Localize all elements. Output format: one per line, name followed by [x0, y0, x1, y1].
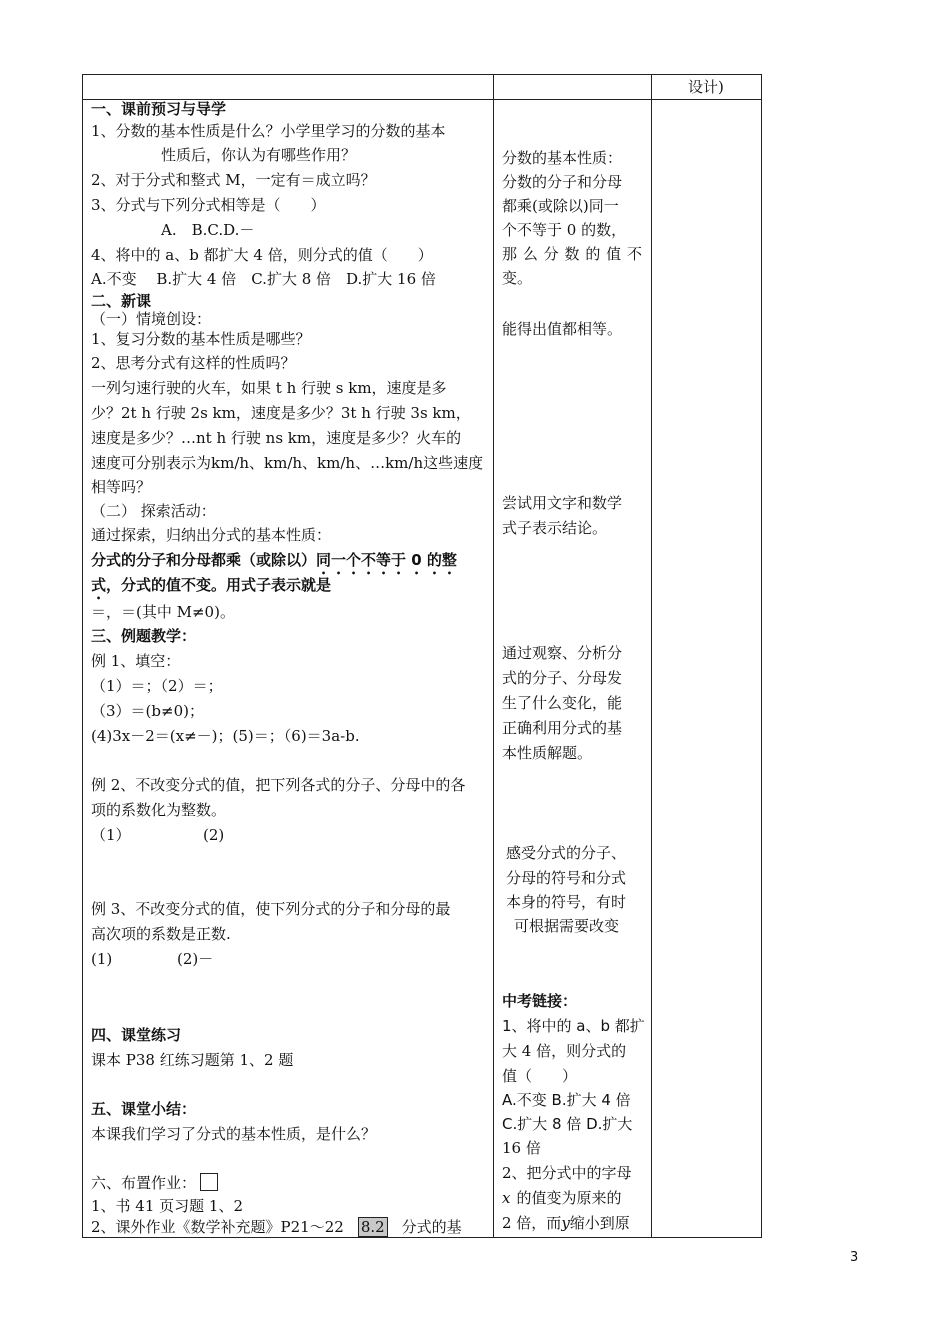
homework-line [91, 1217, 462, 1237]
note-line: A.不变 B.扩大 4 倍 [502, 1091, 631, 1109]
text-line: （二） 探索活动： [91, 502, 216, 520]
note-line: 都乘(或除以)同一 [502, 197, 619, 215]
text-line: 4、将中的 a、b 都扩大 4 倍，则分式的值（ ） [91, 246, 433, 264]
text-line: 例 1、填空： [91, 652, 181, 670]
note-line: 式的分子、分母发 [502, 669, 623, 687]
section-title-summary: 五、课堂小结： [91, 1100, 197, 1118]
homework-text: 2、课外作业《数学补充题》P21～22 [91, 1218, 344, 1236]
homework-text: 分式的基 [401, 1218, 462, 1236]
note-line: 个不等于 0 的数， [502, 221, 627, 239]
text-line: 相等吗？ [91, 478, 152, 496]
note-line: C.扩大 8 倍 D.扩大 [502, 1115, 633, 1133]
section-title-practice: 四、课堂练习 [91, 1026, 182, 1044]
text-line: 速度可分别表示为km/h、km/h、km/h、…km/h这些速度 [91, 454, 484, 472]
text-line: 项的系数化为整数。 [91, 801, 227, 819]
text-line: 例 2、不改变分式的值，把下列各式的分子、分母中的各 [91, 776, 466, 794]
text-line: 少？2t h 行驶 2s km，速度是多少？3t h 行驶 3s km， [91, 404, 471, 422]
note-line: 感受分式的分子、 [506, 844, 627, 862]
note-line: 通过观察、分析分 [502, 644, 623, 662]
exam-link-title: 中考链接： [502, 992, 578, 1010]
example-3-part-2: (2)－ [177, 950, 214, 968]
text-line: 1、分数的基本性质是什么？小学里学习的分数的基本 [91, 122, 446, 140]
note-line: 本性质解题。 [502, 744, 593, 762]
note-line: 可根据需要改变 [514, 917, 620, 935]
note-line: 值（ ） [502, 1067, 578, 1085]
header-design-label: 设计) [688, 78, 724, 96]
section-title-new-lesson: 二、新课 [91, 292, 152, 310]
text-line: A.不变 B.扩大 4 倍 C.扩大 8 倍 D.扩大 16 倍 [91, 270, 436, 288]
note-line [502, 1213, 630, 1233]
property-statement-cont [91, 575, 331, 603]
text-line: （一）情境创设： [91, 310, 212, 328]
note-line: 正确利用分式的基 [502, 719, 623, 737]
homework-checkbox [200, 1173, 218, 1191]
note-line: 生了什么变化，能 [502, 694, 623, 712]
note-line: 大 4 倍，则分式的 [502, 1042, 627, 1060]
note-line: 分数的基本性质： [502, 149, 623, 167]
note-line: 变。 [502, 269, 533, 287]
note-line: 本身的符号，有时 [506, 893, 627, 911]
column-divider-2 [651, 75, 652, 1237]
text-line: 1、书 41 页习题 1、2 [91, 1197, 244, 1215]
text-line: 例 3、不改变分式的值，使下列分式的分子和分母的最 [91, 900, 451, 918]
property-part: 分式的分子和分母都乘（或除以） [91, 551, 317, 569]
note-line: 尝试用文字和数学 [502, 494, 623, 512]
note-line: 分母的符号和分式 [506, 869, 627, 887]
example-2-part-2: (2) [203, 826, 225, 844]
text-line: 高次项的系数是正数. [91, 925, 231, 943]
section-title-preview: 一、课前预习与导学 [91, 100, 227, 118]
text-line: 3、分式与下列分式相等是（ ） [91, 196, 326, 214]
text-line: A. B.C.D.－ [161, 221, 255, 239]
homework-title: 六、布置作业： [91, 1174, 197, 1192]
text-line: （3）＝(b≠0)； [91, 702, 204, 720]
page-number: 3 [850, 1250, 859, 1265]
note-line [502, 1188, 621, 1208]
text-line: ＝，＝(其中 M≠0)。 [91, 603, 235, 621]
property-emphasis: 式 [91, 576, 107, 594]
property-emphasis: 同一个不等于 0 的整 [316, 551, 457, 569]
text-line: 通过探索，归纳出分式的基本性质： [91, 526, 332, 544]
note-line: 能得出值都相等。 [502, 320, 623, 338]
property-part: ，分式的值不变。用式子表示就是 [106, 576, 332, 594]
section-highlight: 8.2 [358, 1217, 388, 1237]
note-text: 2 倍，而 [502, 1214, 562, 1232]
note-line: 分数的分子和分母 [502, 173, 623, 191]
lesson-plan-table [82, 74, 762, 1238]
note-line: 那么分数的值不 [502, 245, 642, 263]
example-3-part-1: (1) [91, 950, 113, 968]
variable-x: x [502, 1189, 511, 1207]
text-line: 1、复习分数的基本性质是哪些？ [91, 330, 311, 348]
note-text: 的值变为原来的 [516, 1189, 622, 1207]
text-line: 一列匀速行驶的火车，如果 t h 行驶 s km，速度是多 [91, 379, 447, 397]
note-text: 缩小到原 [569, 1214, 630, 1232]
example-2-part-1: （1） [91, 826, 131, 844]
note-line: 1、将中的 a、b 都扩 [502, 1017, 645, 1035]
note-line: 2、把分式中的字母 [502, 1164, 632, 1182]
text-line: 速度是多少？…nt h 行驶 ns km，速度是多少？火车的 [91, 429, 462, 447]
section-title-homework [91, 1173, 218, 1193]
property-statement [91, 550, 457, 578]
section-title-examples: 三、例题教学： [91, 627, 197, 645]
note-line: 16 倍 [502, 1139, 541, 1157]
text-line: 本课我们学习了分式的基本性质，是什么？ [91, 1125, 377, 1143]
text-line: 性质后，你认为有哪些作用？ [161, 146, 357, 164]
text-line: 课本 P38 红练习题第 1、2 题 [91, 1051, 294, 1069]
note-line: 式子表示结论。 [502, 519, 608, 537]
text-line: (4)3x－2＝(x≠－)；(5)＝；（6)＝3a-b. [91, 727, 360, 745]
column-divider-1 [493, 75, 494, 1237]
text-line: （1）＝；（2）＝； [91, 677, 223, 695]
text-line: 2、对于分式和整式 M，一定有＝成立吗？ [91, 171, 376, 189]
variable-y: y [561, 1214, 570, 1232]
text-line: 2、思考分式有这样的性质吗？ [91, 354, 296, 372]
